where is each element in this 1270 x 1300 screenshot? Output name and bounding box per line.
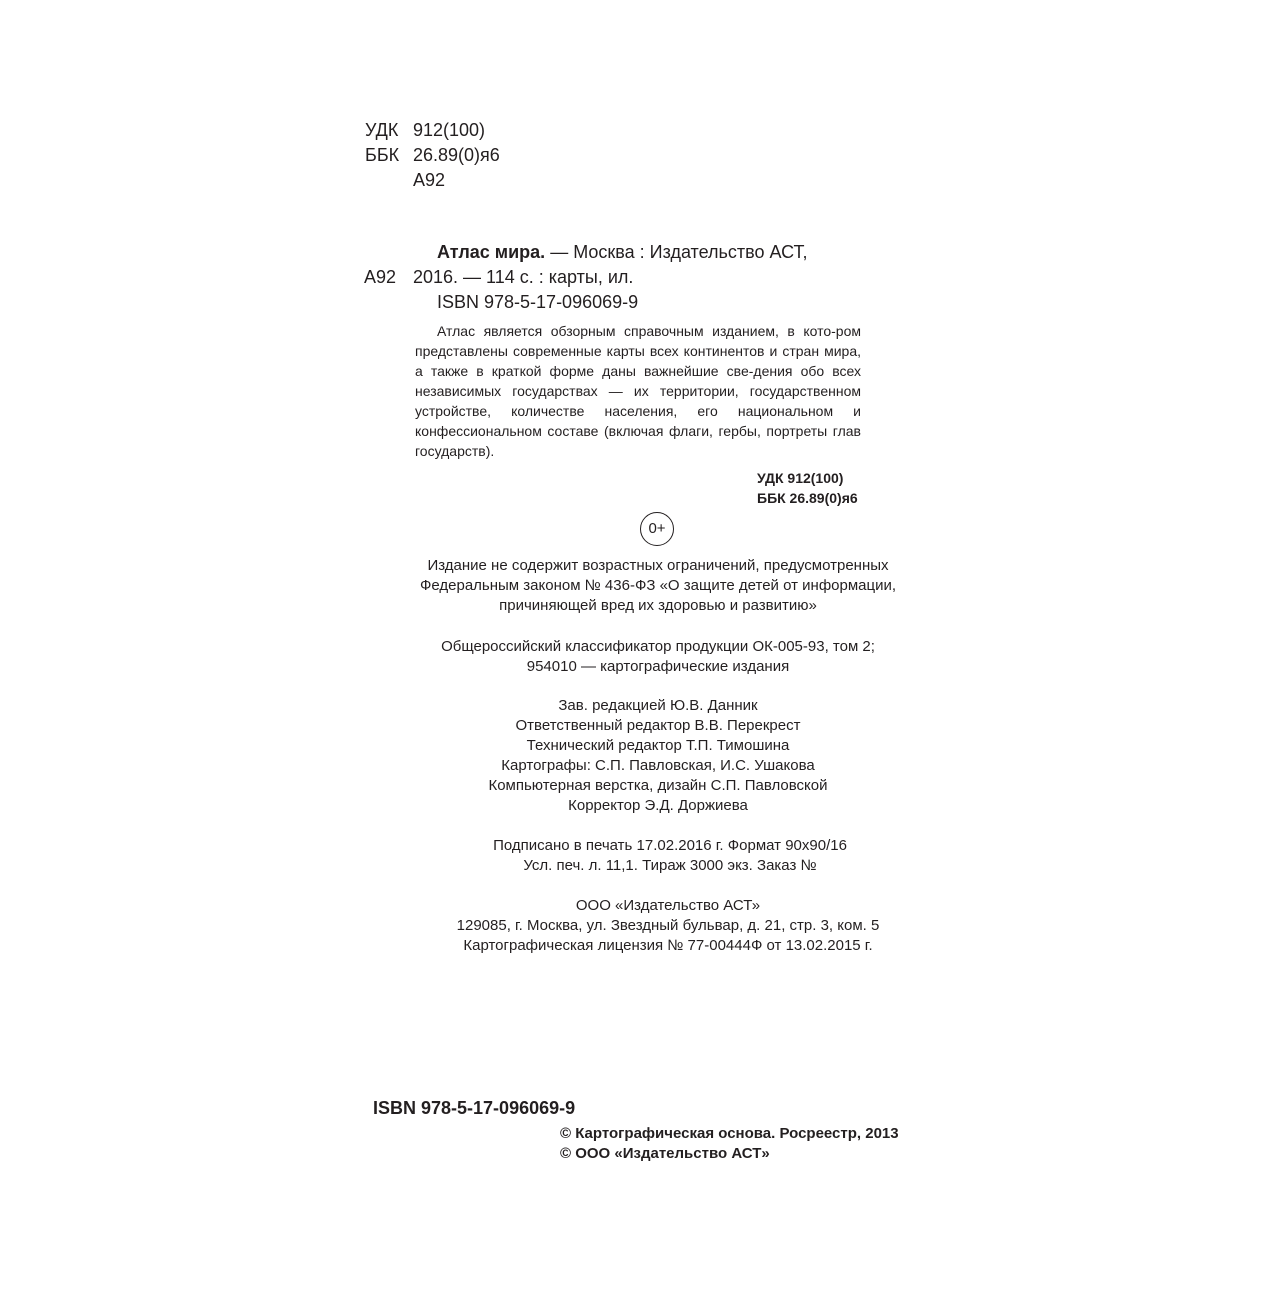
isbn-line: ISBN 978-5-17-096069-9 (437, 292, 639, 312)
credit-line: Картографы: С.П. Павловская, И.С. Ушакова (501, 757, 815, 774)
age-notice-line: Федеральным законом № 436-ФЗ «О защите детей от информации, (419, 577, 897, 594)
copyright-line: © ООО «Издательство АСТ» (560, 1145, 770, 1162)
annotation (415, 321, 861, 461)
age-notice-line: Издание не содержит возрастных ограничений, предусмотренных (427, 557, 889, 574)
bbk-value: 26.89(0)я6 (413, 145, 500, 165)
copyright-line: © Картографическая основа. Росреестр, 2013 (560, 1125, 899, 1142)
footer-isbn: ISBN 978-5-17-096069-9 (373, 1098, 576, 1118)
title-line (437, 240, 808, 265)
imprint-line-2: 2016. — 114 с. : карты, ил. (413, 267, 634, 287)
age-notice-line: причиняющей вред их здоровью и развитию» (499, 597, 817, 614)
credit-line: Компьютерная верстка, дизайн С.П. Павловской (488, 777, 828, 794)
publisher-line: 129085, г. Москва, ул. Звездный бульвар, д. 21, стр. 3, ком. 5 (456, 917, 880, 934)
udk-value: 912(100) (413, 120, 486, 140)
index-udk: УДК 912(100) (757, 470, 844, 486)
print-info-line: Подписано в печать 17.02.2016 г. Формат 90х90/16 (493, 837, 847, 854)
author-mark: А92 (413, 170, 446, 190)
age-notice (358, 556, 958, 616)
credit-line: Корректор Э.Д. Доржиева (568, 797, 748, 814)
udk-label: УДК (365, 120, 399, 140)
credit-line: Ответственный редактор В.В. Перекрест (515, 717, 801, 734)
publisher-info (368, 896, 968, 956)
print-info (370, 836, 970, 876)
publisher-line: Картографическая лицензия № 77-00444Ф от 13.02.2015 г. (463, 937, 873, 954)
book-title: Атлас мира. (437, 242, 546, 262)
classifier-line: Общероссийский классификатор продукции ОК-005-93, том 2; (441, 638, 875, 655)
publisher-line: ООО «Издательство АСТ» (575, 897, 761, 914)
credit-line: Зав. редакцией Ю.В. Данник (558, 697, 758, 714)
print-info-line: Усл. печ. л. 11,1. Тираж 3000 экз. Заказ № (523, 857, 817, 874)
biblio-author-mark: А92 (364, 267, 397, 287)
credit-line: Технический редактор Т.П. Тимошина (526, 737, 790, 754)
product-classifier (358, 637, 958, 677)
age-rating-badge: 0+ (640, 512, 674, 546)
imprint-line-1: — Москва : Издательство АСТ, (545, 242, 808, 262)
index-bbk: ББК 26.89(0)я6 (757, 490, 858, 506)
annotation-text: Атлас является обзорным справочным изданием, в кото-ром представлены современные карты всех континентов и стран мира, а также в краткой форме даны важнейшие све-дения обо всех независимых государствах — их территории, государственном устройстве, количестве населения, его национальном и конфессиональном составе (включая флаги, гербы, портреты глав государств). (415, 323, 861, 459)
credits (358, 696, 958, 816)
bbk-label: ББК (365, 145, 400, 165)
classifier-line: 954010 — картографические издания (526, 658, 790, 675)
